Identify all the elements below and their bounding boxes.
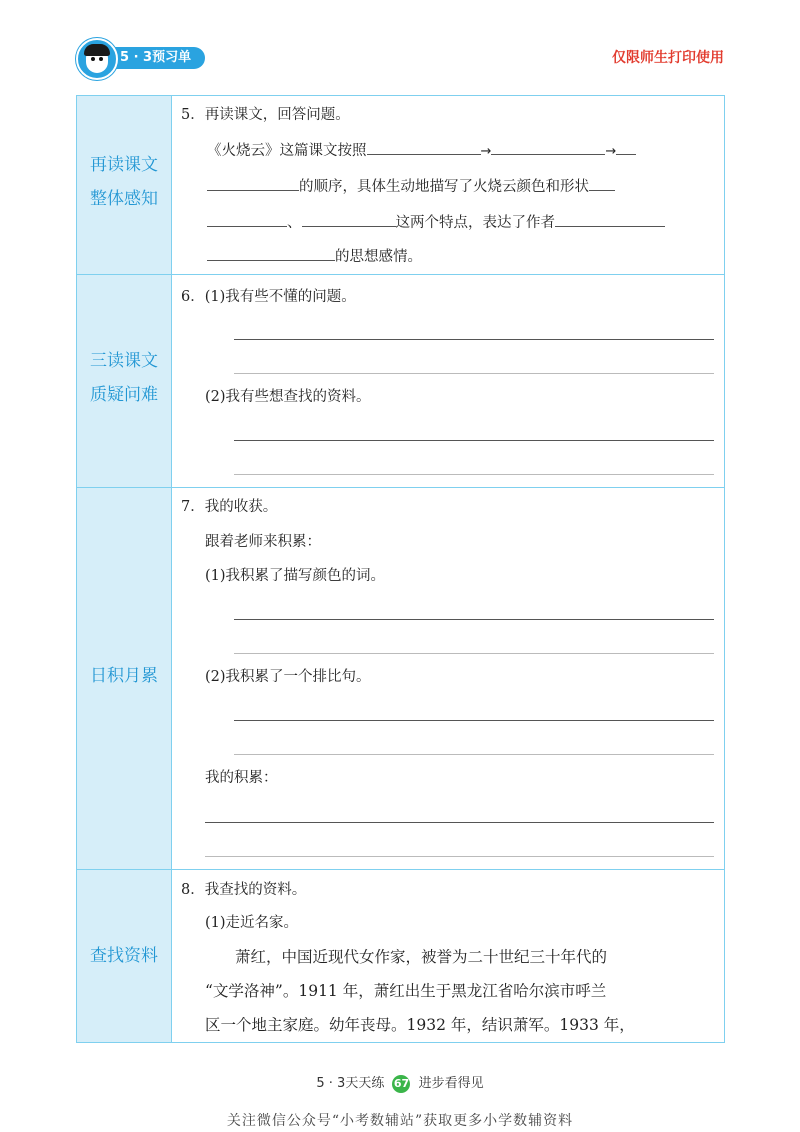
section-label-question: 三读课文 质疑问难 bbox=[90, 351, 158, 405]
answer-blank[interactable] bbox=[589, 176, 615, 191]
answer-line[interactable] bbox=[234, 339, 714, 340]
q5-line-4: 的思想感情。 bbox=[207, 246, 422, 266]
q7-mine: 我的积累： bbox=[205, 770, 278, 786]
answer-line[interactable] bbox=[205, 822, 714, 823]
brand-label: 5 · 3预习单 bbox=[104, 47, 205, 69]
answer-line[interactable] bbox=[234, 619, 714, 620]
section-label-column bbox=[77, 96, 172, 1042]
q7-title: 7．我的收获。 bbox=[181, 499, 278, 515]
mascot-logo-icon bbox=[76, 38, 118, 80]
page-number: 67 bbox=[392, 1075, 410, 1093]
q8-title: 8．我查找的资料。 bbox=[181, 882, 307, 898]
section-label-reread: 再读课文 整体感知 bbox=[90, 155, 158, 209]
q5-line-1: 《火烧云》这篇课文按照 → → bbox=[207, 140, 636, 161]
answer-blank[interactable] bbox=[302, 212, 396, 227]
row-divider bbox=[77, 274, 724, 275]
footer-slogan: 进步看得见 bbox=[418, 1076, 484, 1091]
row-divider bbox=[77, 487, 724, 488]
q7-sub2: (2)我积累了一个排比句。 bbox=[205, 669, 371, 685]
q7-intro: 跟着老师来积累： bbox=[205, 534, 321, 550]
section-label-research: 查找资料 bbox=[90, 946, 158, 966]
answer-blank[interactable] bbox=[616, 140, 636, 155]
bottom-note: 关注微信公众号“小考数辅站”获取更多小学数辅资料 bbox=[226, 1113, 574, 1129]
answer-blank[interactable] bbox=[207, 176, 299, 191]
q5-line-2: 的顺序，具体生动地描写了火烧云颜色和形状 bbox=[207, 176, 615, 196]
q5-title: 5．再读课文，回答问题。 bbox=[181, 107, 350, 123]
row-divider bbox=[77, 869, 724, 870]
footer-brand: 5 · 3天天练 bbox=[316, 1076, 385, 1091]
answer-blank[interactable] bbox=[207, 246, 335, 261]
answer-line[interactable] bbox=[234, 754, 714, 755]
answer-line[interactable] bbox=[205, 856, 714, 857]
q8-sub1: (1)走近名家。 bbox=[205, 915, 299, 931]
answer-blank[interactable] bbox=[555, 212, 665, 227]
answer-blank[interactable] bbox=[367, 140, 481, 155]
q6-title: 6．(1)我有些不懂的问题。 bbox=[181, 289, 356, 305]
answer-line[interactable] bbox=[234, 373, 714, 374]
q8-paragraph-line-3: 区一个地主家庭。幼年丧母。1932 年，结识萧军。1933 年， bbox=[205, 1016, 635, 1034]
answer-line[interactable] bbox=[234, 440, 714, 441]
answer-line[interactable] bbox=[234, 720, 714, 721]
page-header bbox=[0, 0, 800, 80]
q7-sub1: (1)我积累了描写颜色的词。 bbox=[205, 568, 386, 584]
section-label-accumulate: 日积月累 bbox=[90, 666, 158, 686]
q5-line-3: 、 这两个特点，表达了作者 bbox=[207, 212, 665, 232]
q8-paragraph-line-1: 萧红，中国近现代女作家，被誉为二十世纪三十年代的 bbox=[235, 948, 608, 966]
answer-blank[interactable] bbox=[207, 212, 287, 227]
answer-line[interactable] bbox=[234, 653, 714, 654]
answer-line[interactable] bbox=[234, 474, 714, 475]
answer-blank[interactable] bbox=[491, 140, 605, 155]
worksheet-table bbox=[76, 95, 725, 1043]
q6-sub2: (2)我有些想查找的资料。 bbox=[205, 389, 371, 405]
q8-paragraph-line-2: “文学洛神”。1911 年，萧红出生于黑龙江省哈尔滨市呼兰 bbox=[205, 982, 607, 1000]
page-footer bbox=[0, 1072, 800, 1093]
print-notice: 仅限师生打印使用 bbox=[612, 50, 724, 66]
